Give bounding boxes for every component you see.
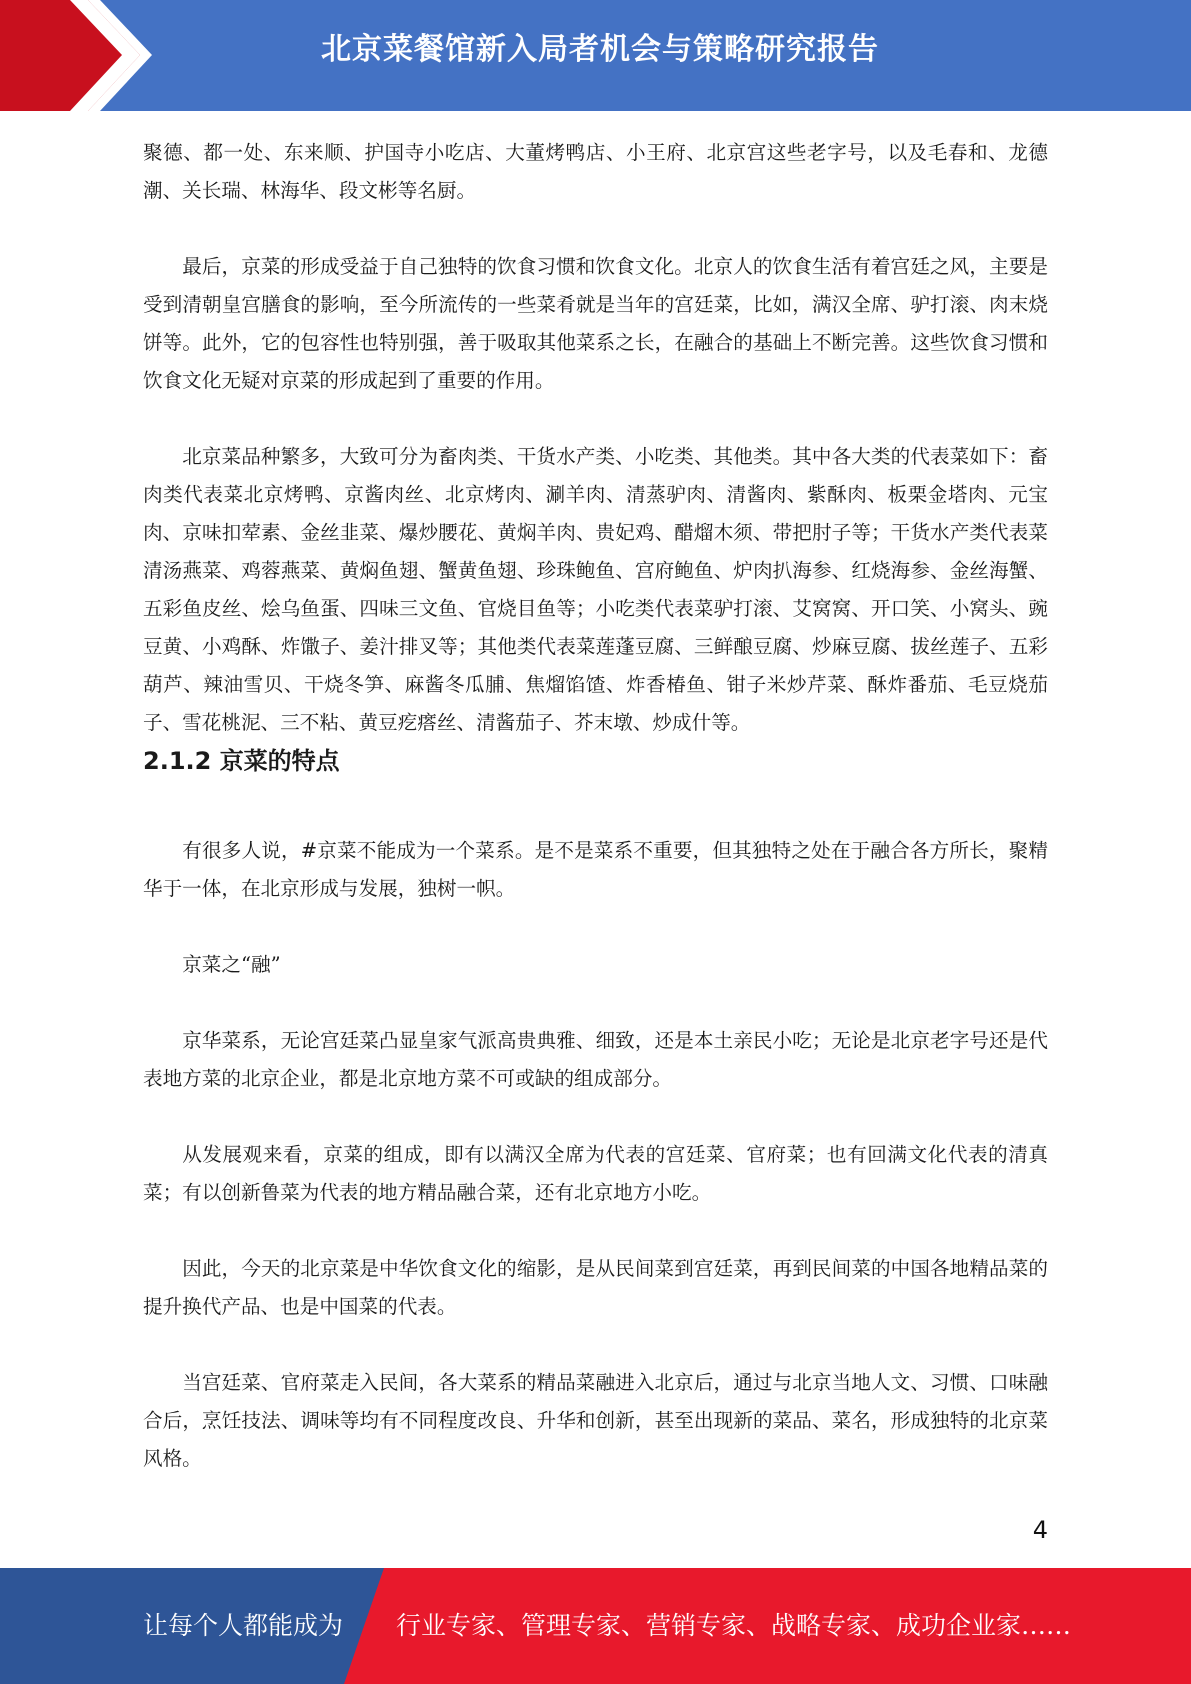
paragraph-subtitle-rong: 京菜之“融” xyxy=(182,953,281,976)
paragraph-composition: 从发展观来看，京菜的组成，即有以满汉全席为代表的宫廷菜、官府菜；也有回满文化代表的清真菜；有以创新鲁菜为代表的地方精品融合菜，还有北京地方小吃。 xyxy=(143,1143,1048,1204)
footer-slogan-left: 让每个人都能成为 xyxy=(143,1611,344,1640)
paragraph-food-culture: 最后，京菜的形成受益于自己独特的饮食习惯和饮食文化。北京人的饮食生活有着宫廷之风，主要是受到清朝皇宫膳食的影响，至今所流传的一些菜肴就是当年的宫廷菜，比如，满汉全席、驴打滚、肉末烧饼等。此外，它的包容性也特别强，善于吸取其他菜系之长，在融合的基础上不断完善。这些饮食习惯和饮食文化无疑对京菜的形成起到了重要的作用。 xyxy=(143,255,1048,392)
page-header xyxy=(0,0,1191,111)
footer-slogan-right: 行业专家、管理专家、营销专家、战略专家、成功企业家…… xyxy=(396,1611,1072,1640)
page-number: 4 xyxy=(1032,1516,1048,1544)
paragraph-fusion-intro: 有很多人说，#京菜不能成为一个菜系。是不是菜系不重要，但其独特之处在于融合各方所长，聚精华于一体，在北京形成与发展，独树一帜。 xyxy=(143,839,1048,900)
main-content xyxy=(143,134,1048,1478)
paragraph-epitome: 因此，今天的北京菜是中华饮食文化的缩影，是从民间菜到宫廷菜，再到民间菜的中国各地精品菜的提升换代产品、也是中国菜的代表。 xyxy=(143,1257,1048,1318)
header-chevron-graphic xyxy=(0,0,160,111)
section-heading: 2.1.2 京菜的特点 xyxy=(143,747,340,775)
report-title: 北京菜餐馆新入局者机会与策略研究报告 xyxy=(321,32,879,67)
page-footer xyxy=(0,1568,1191,1684)
paragraph-court-dishes: 当宫廷菜、官府菜走入民间，各大菜系的精品菜融进入北京后，通过与北京当地人文、习惯、口味融合后，烹饪技法、调味等均有不同程度改良、升华和创新，甚至出现新的菜品、菜名，形成独特的北京菜风格。 xyxy=(143,1371,1048,1470)
paragraph-dish-categories: 北京菜品种繁多，大致可分为畜肉类、干货水产类、小吃类、其他类。其中各大类的代表菜如下：畜肉类代表菜北京烤鸭、京酱肉丝、北京烤肉、涮羊肉、清蒸驴肉、清酱肉、紫酥肉、板栗金塔肉、元宝肉、京味扣荤素、金丝韭菜、爆炒腰花、黄焖羊肉、贵妃鸡、醋熘木须、带把肘子等；干货水产类代表菜清汤燕菜、鸡蓉燕菜、黄焖鱼翅、蟹黄鱼翅、珍珠鲍鱼、宫府鲍鱼、炉肉扒海参、红烧海参、金丝海蟹、五彩鱼皮丝、烩乌鱼蛋、四味三文鱼、官烧目鱼等；小吃类代表菜驴打滚、艾窝窝、开口笑、小窝头、豌豆黄、小鸡酥、炸馓子、姜汁排叉等；其他类代表菜莲蓬豆腐、三鲜酿豆腐、炒麻豆腐、拔丝莲子、五彩葫芦、辣油雪贝、干烧冬笋、麻酱冬瓜脯、焦熘馅馇、炸香椿鱼、钳子米炒芹菜、酥炸番茄、毛豆烧茄子、雪花桃泥、三不粘、黄豆疙瘩丝、清酱茄子、芥末墩、炒成什等。 xyxy=(143,445,1048,734)
paragraph-chefs-list: 聚德、都一处、东来顺、护国寺小吃店、大董烤鸭店、小王府、北京宫这些老字号，以及毛春和、龙德潮、关长瑞、林海华、段文彬等名厨。 xyxy=(143,141,1048,202)
paragraph-jinghua-cuisine: 京华菜系，无论宫廷菜凸显皇家气派高贵典雅、细致，还是本土亲民小吃；无论是北京老字号还是代表地方菜的北京企业，都是北京地方菜不可或缺的组成部分。 xyxy=(143,1029,1048,1090)
